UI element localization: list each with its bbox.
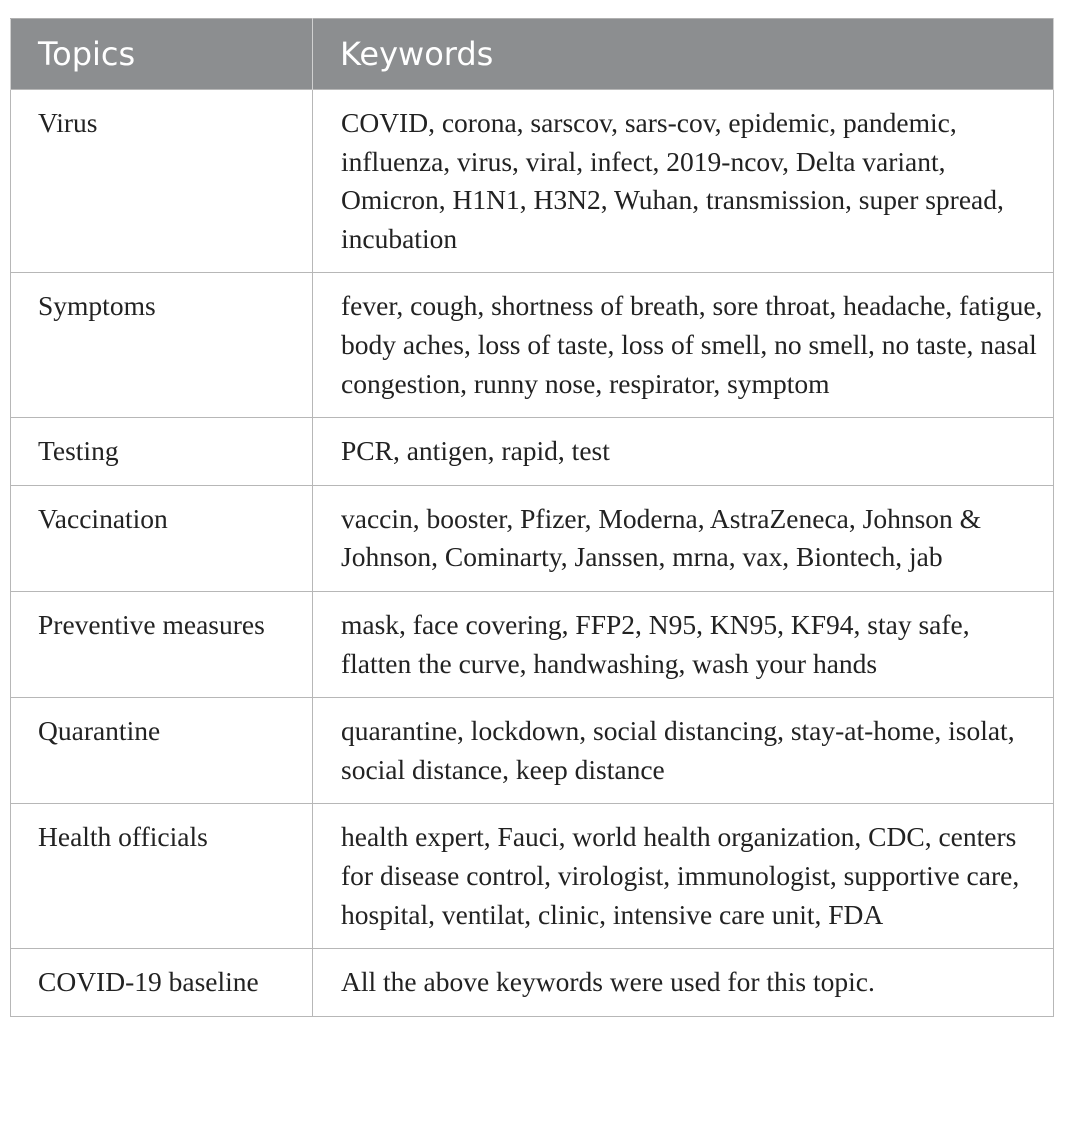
table-row: [11, 698, 1054, 804]
keywords-table-container: [10, 18, 1053, 1017]
table-row: [11, 418, 1054, 486]
topic-cell: Preventive measures: [11, 591, 313, 697]
keywords-cell: vaccin, booster, Pfizer, Moderna, AstraZeneca, Johnson & Johnson, Cominarty, Janssen, mrna, vax, Biontech, jab: [313, 485, 1054, 591]
table-header-row: [11, 19, 1054, 90]
column-header-topics: Topics: [11, 19, 313, 90]
table-row: [11, 949, 1054, 1017]
topic-cell: Quarantine: [11, 698, 313, 804]
table-row: [11, 273, 1054, 418]
table-row: [11, 591, 1054, 697]
keywords-cell: PCR, antigen, rapid, test: [313, 418, 1054, 486]
topic-cell: Symptoms: [11, 273, 313, 418]
keywords-cell: health expert, Fauci, world health organization, CDC, centers for disease control, virologist, immunologist, supportive care, hospital, ventilat, clinic, intensive care unit, FDA: [313, 804, 1054, 949]
keywords-cell: fever, cough, shortness of breath, sore throat, headache, fatigue, body aches, loss of taste, loss of smell, no smell, no taste, nasal congestion, runny nose, respirator, symptom: [313, 273, 1054, 418]
keywords-cell: quarantine, lockdown, social distancing, stay-at-home, isolat, social distance, keep distance: [313, 698, 1054, 804]
table-row: [11, 804, 1054, 949]
keywords-cell: COVID, corona, sarscov, sars-cov, epidemic, pandemic, influenza, virus, viral, infect, 2019-ncov, Delta variant, Omicron, H1N1, H3N2, Wuhan, transmission, super spread, incubation: [313, 90, 1054, 273]
topics-keywords-table: [10, 18, 1054, 1017]
table-row: [11, 90, 1054, 273]
topic-cell: Vaccination: [11, 485, 313, 591]
keywords-cell: All the above keywords were used for this topic.: [313, 949, 1054, 1017]
column-header-keywords: Keywords: [313, 19, 1054, 90]
topic-cell: Virus: [11, 90, 313, 273]
table-row: [11, 485, 1054, 591]
topic-cell: COVID-19 baseline: [11, 949, 313, 1017]
topic-cell: Testing: [11, 418, 313, 486]
keywords-cell: mask, face covering, FFP2, N95, KN95, KF94, stay safe, flatten the curve, handwashing, wash your hands: [313, 591, 1054, 697]
topic-cell: Health officials: [11, 804, 313, 949]
